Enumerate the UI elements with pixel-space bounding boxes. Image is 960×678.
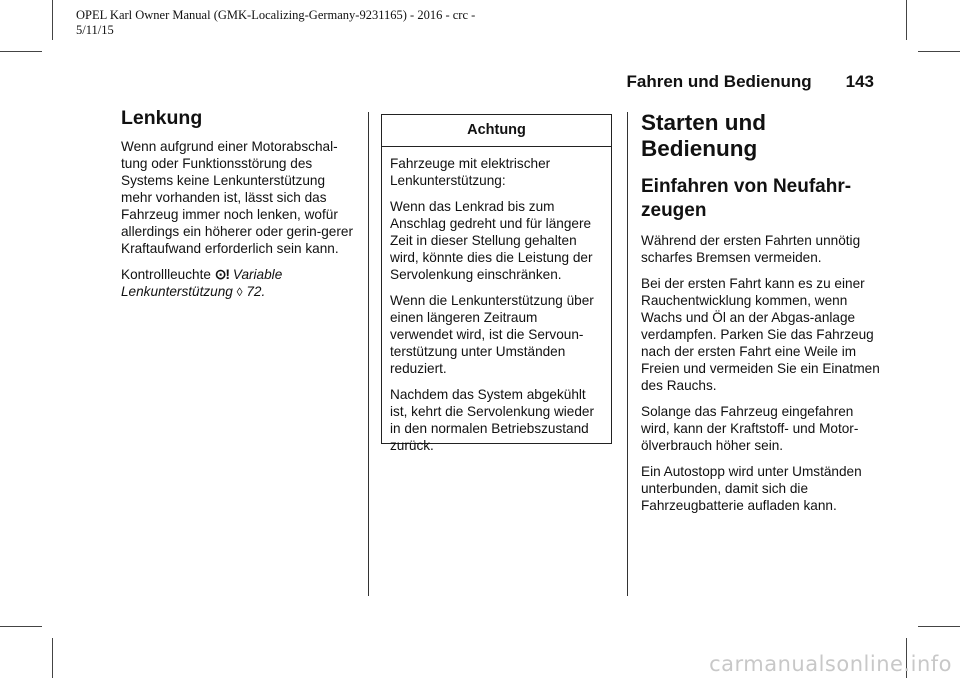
paragraph-lenkung: Wenn aufgrund einer Motorabschal-tung oder Funktionsstörung des Systems keine Lenkunterstützung mehr vorhanden ist, lässt sich das Fahrzeug immer noch lenken, wofür allerdings ein höherer oder gerin-gerer Kraftaufwand erforderlich sein kann.: [121, 139, 353, 256]
indicator-label-2: Lenkunterstützung: [121, 284, 233, 299]
meta-line-1: OPEL Karl Owner Manual (GMK-Localizing-Germany-9231165) - 2016 - crc -: [76, 8, 476, 22]
watermark: carmanualsonline.info: [709, 652, 952, 676]
callout-paragraph: Nachdem das System abgekühlt ist, kehrt die Servolenkung wieder in den normalen Betriebszustand zurück.: [390, 387, 595, 453]
crop-mark: [52, 0, 53, 40]
indicator-reference: [121, 266, 357, 301]
crop-mark: [918, 51, 960, 52]
paragraph: Ein Autostopp wird unter Umständen unterbunden, damit sich die Fahrzeugbatterie aufladen kann.: [641, 464, 862, 513]
callout-paragraph: Wenn das Lenkrad bis zum Anschlag gedreht und für längere Zeit in dieser Stellung gehalten wird, könnte dies die Leistung der Servolenkung einschränken.: [390, 199, 593, 282]
crop-mark: [0, 51, 42, 52]
column-divider: [368, 112, 369, 596]
crop-mark: [0, 626, 42, 627]
heading-starten-und-bedienung: Starten und Bedienung: [641, 110, 767, 161]
column-divider: [627, 112, 628, 596]
indicator-label: Variable: [232, 267, 283, 282]
crop-mark: [52, 638, 53, 678]
callout-title: Achtung: [382, 115, 611, 147]
callout-paragraph: Wenn die Lenkunterstützung über einen längeren Zeitraum verwendet wird, ist die Servoun-terstützung unter Umständen reduziert.: [390, 293, 594, 376]
section-title: Fahren und Bedienung: [626, 72, 812, 91]
indicator-prefix: Kontrollleuchte: [121, 267, 215, 282]
callout-body: [382, 147, 611, 454]
heading-lenkung: Lenkung: [121, 107, 203, 129]
paragraph: Solange das Fahrzeug eingefahren wird, kann der Kraftstoff- und Motor-ölverbrauch höher sein.: [641, 404, 859, 453]
callout-paragraph: Fahrzeuge mit elektrischer Lenkunterstützung:: [390, 156, 551, 188]
heading-einfahren: Einfahren von Neufahr-zeugen: [641, 176, 852, 221]
running-head: [627, 72, 874, 92]
page-number: 143: [845, 72, 874, 91]
crop-mark: [906, 0, 907, 40]
crop-mark: [918, 626, 960, 627]
paragraph: Während der ersten Fahrten unnötig scharfes Bremsen vermeiden.: [641, 233, 861, 265]
steering-warning-icon: ⊙!: [214, 266, 230, 282]
meta-line-2: 5/11/15: [76, 23, 114, 37]
column-starten: [641, 110, 881, 523]
document-meta: [76, 8, 475, 38]
paragraph: Bei der ersten Fahrt kann es zu einer Rauchentwicklung kommen, wenn Wachs und Öl an der Abgas-anlage verdampfen. Parken Sie das Fahrzeug nach der ersten Fahrt eine Weile im Freien und vermeiden Sie ein Einatmen des Rauchs.: [641, 276, 880, 393]
warning-callout: [381, 114, 612, 453]
cross-reference-icon: ◊: [236, 285, 243, 299]
column-lenkung: [121, 107, 357, 310]
cross-reference-page[interactable]: 72.: [246, 284, 266, 299]
